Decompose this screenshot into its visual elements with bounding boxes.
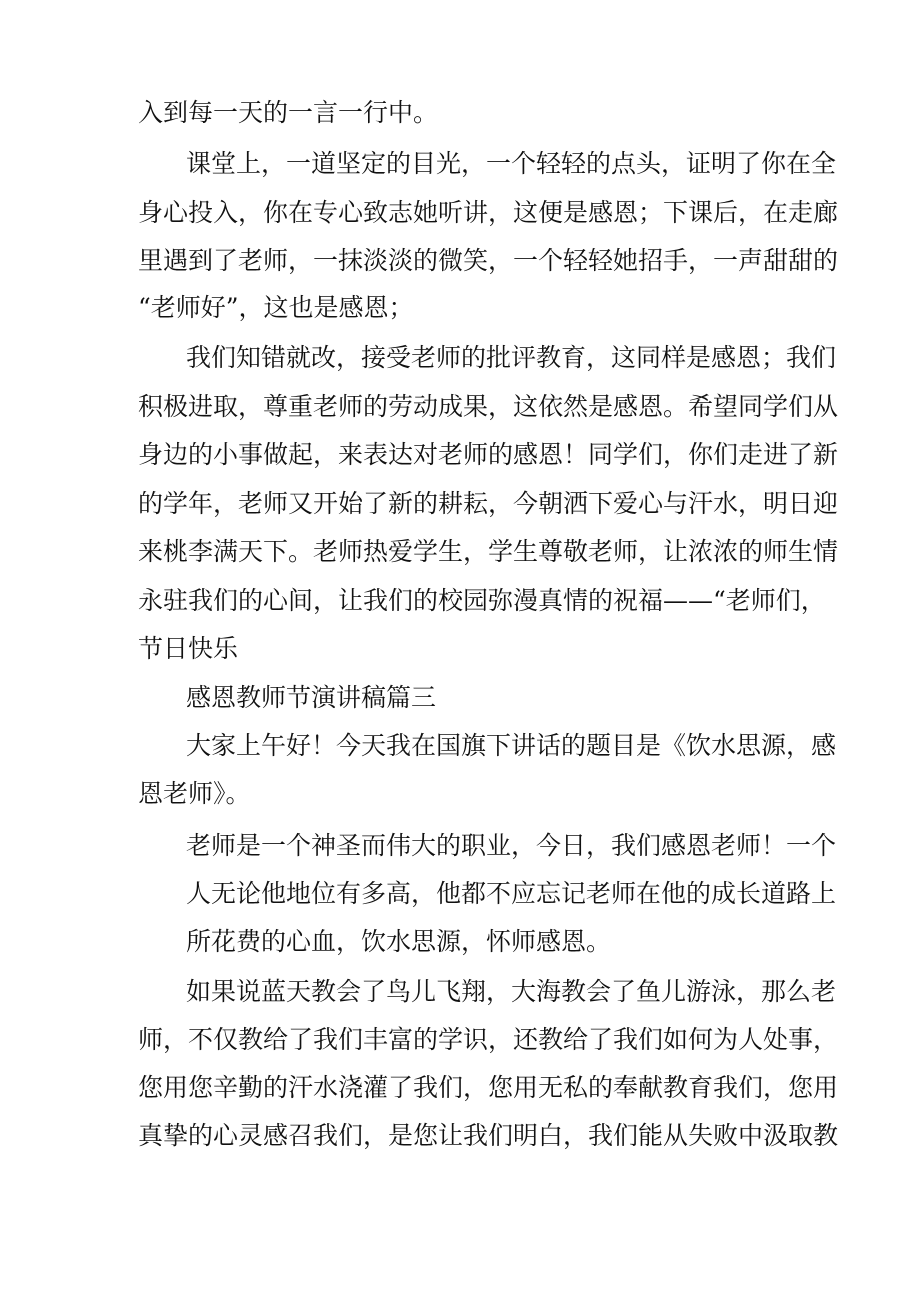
text-line: 师，不仅教给了我们丰富的学识，还教给了我们如何为人处事， [138, 1025, 839, 1054]
paragraph-first-line: 大家上午好！今天我在国旗下讲话的题目是《饮水思源，感 [186, 731, 837, 760]
text-line: 身边的小事做起，来表达对老师的感恩！同学们，你们走进了新 [138, 440, 839, 469]
text-line: 的学年，老师又开始了新的耕耘，今朝洒下爱心与汗水，明日迎 [138, 489, 839, 518]
text-line: 您用您辛勤的汗水浇灌了我们，您用无私的奉献教育我们，您用 [138, 1073, 839, 1102]
text-line: “老师好”，这也是感恩； [138, 293, 414, 322]
text-line: 入到每一天的一言一行中。 [138, 98, 439, 127]
text-line: 来桃李满天下。老师热爱学生，学生尊敬老师，让浓浓的师生情 [138, 537, 839, 566]
text-line: 所花费的心血，饮水思源，怀师感恩。 [186, 927, 612, 956]
text-line: 身心投入，你在专心致志她听讲，这便是感恩；下课后，在走廊 [138, 198, 839, 227]
text-line: 人无论他地位有多高，他都不应忘记老师在他的成长道路上 [186, 879, 837, 908]
text-line: 恩老师》。 [138, 779, 251, 808]
text-line: 里遇到了老师，一抹淡淡的微笑，一个轻轻她招手，一声甜甜的 [138, 246, 839, 275]
paragraph-first-line: 课堂上，一道坚定的目光，一个轻轻的点头，证明了你在全 [186, 149, 837, 178]
section-heading: 感恩教师节演讲稿篇三 [186, 683, 437, 712]
text-line: 节日快乐 [138, 634, 239, 663]
paragraph-first-line: 我们知错就改，接受老师的批评教育，这同样是感恩；我们 [186, 343, 837, 372]
paragraph-first-line: 老师是一个神圣而伟大的职业，今日，我们感恩老师！一个 [186, 831, 837, 860]
text-line: 永驻我们的心间，让我们的校园弥漫真情的祝福——“老师们， [138, 586, 826, 615]
text-line: 积极进取，尊重老师的劳动成果，这依然是感恩。希望同学们从 [138, 392, 839, 421]
paragraph-first-line: 如果说蓝天教会了鸟儿飞翔，大海教会了鱼儿游泳，那么老 [186, 977, 837, 1006]
text-line: 真挚的心灵感召我们，是您让我们明白，我们能从失败中汲取教 [138, 1121, 839, 1150]
